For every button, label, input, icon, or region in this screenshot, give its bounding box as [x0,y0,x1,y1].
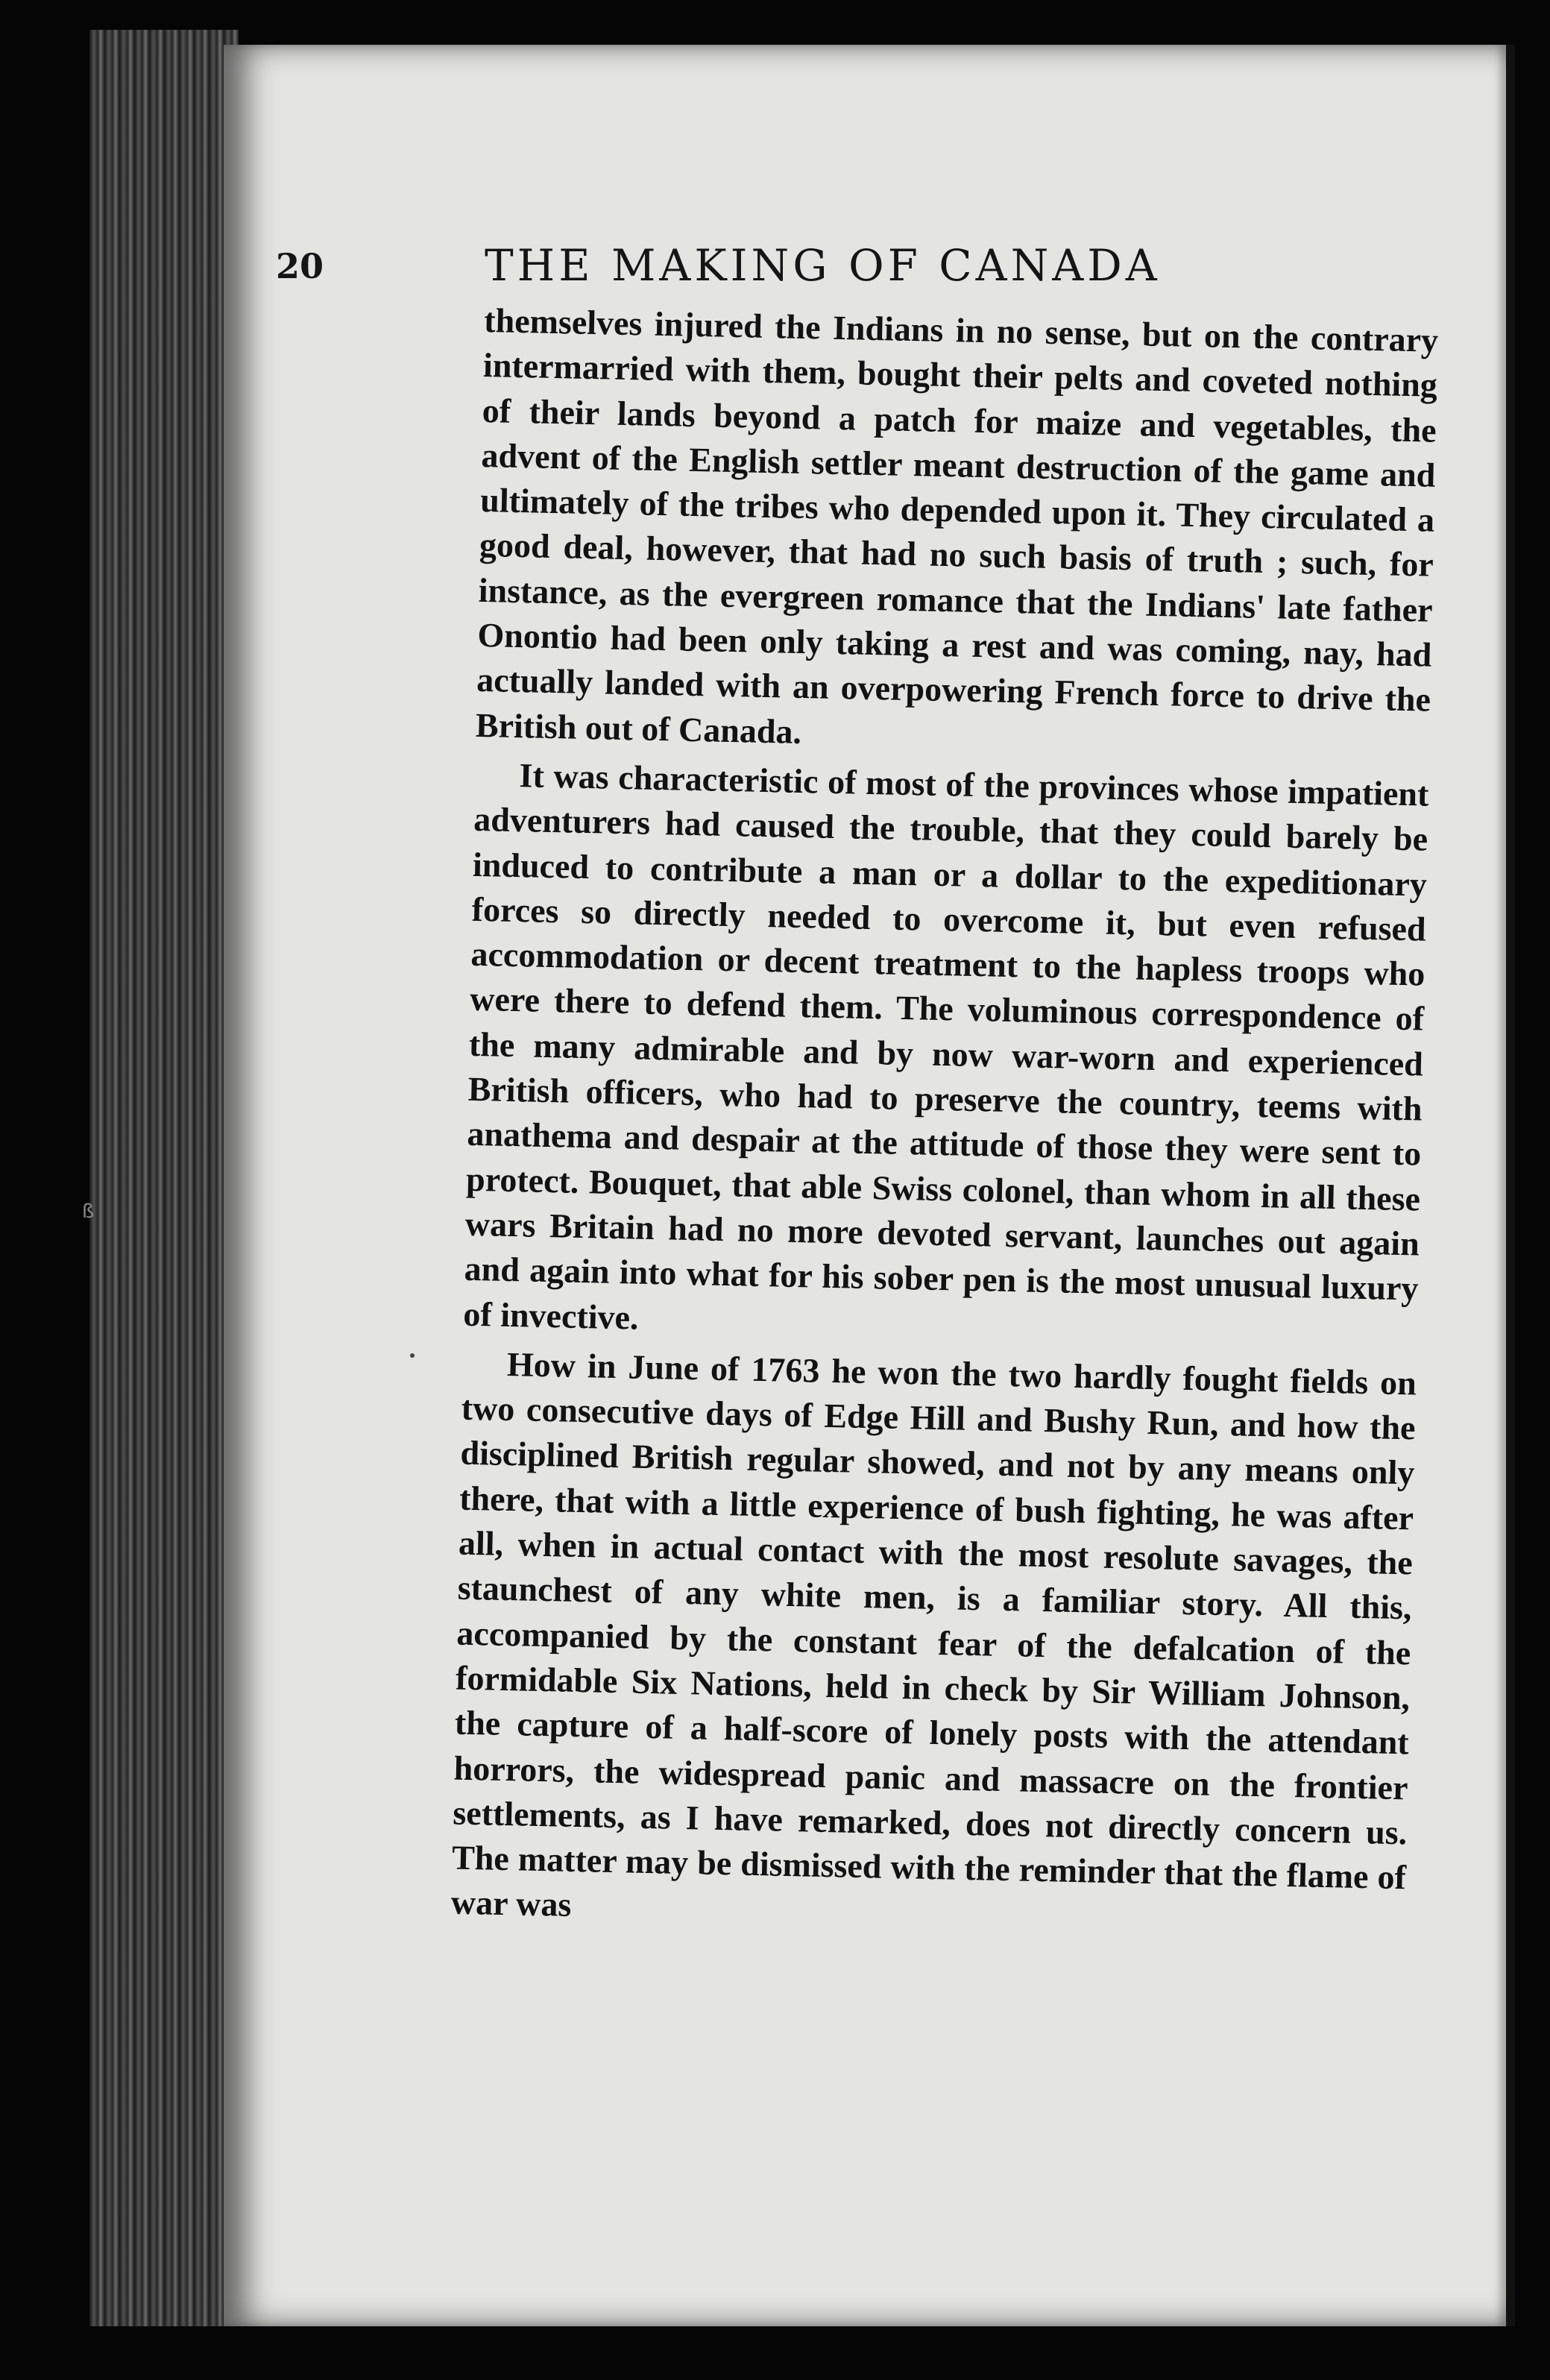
paragraph: How in June of 1763 he won the two hardly fought fields on two consecutive days of Edge Hill and Bushy Run, and how the disciplined British regular showed, and not by any means only there, that with a little experience of bush fighting, he was after all, when in actual contact with the most resolute savages, the staunchest of any white men, is a familiar story. All this, accompanied by the constant fear of the defalcation of the formidable Six Nations, held in check by Sir William Johnson, the capture of a half-score of lonely posts with the attendant horrors, the widespread panic and massacre on the frontier settlements, as I have remarked, does not directly concern us. The matter may be dismissed with the reminder that the flame of war was [450,1344,1417,1924]
paper-speck [410,1353,415,1358]
running-title: THE MAKING OF CANADA [485,240,1161,291]
book-binding-edge [89,30,239,2326]
page-header [276,224,1439,306]
paragraph: It was characteristic of most of the provinces whose impatient adventurers had caused the trouble, that they could barely be induced to contribute a man or a dollar to the expeditionary forces so directly needed to overcome it, but even refused accommodation or decent treatment to the hapless troops who were there to defend them. The voluminous correspondence of the many admirable and by now war-worn and experienced British officers, who had to preserve the country, teems with anathema and despair at the attitude of those they were sent to protect. Bouquet, that able Swiss colonel, than whom in all these wars Britain had no more devoted servant, launches out again and again into what for his sober pen is the most unusual luxury of invective. [462,756,1429,1337]
page-right-edge [1506,45,1515,2326]
paragraph-continued: themselves injured the Indians in no sense, but on the contrary intermarried with them, bought their pelts and coveted nothing of their lands beyond a patch for maize and vegetables, the advent of the English settler meant destruction of the game and ultimately of the tribes who depended upon it. They circulated a good deal, however, that had no such basis of truth ; such, for instance, as the evergreen romance that the Indians' late father Onontio had been only taking a rest and was coming, nay, had actually landed with an overpowering French force to drive the British out of Canada. [475,300,1439,751]
page-number: 20 [276,246,324,286]
body-text [450,298,1438,1945]
margin-mark: ß [82,1200,95,1223]
